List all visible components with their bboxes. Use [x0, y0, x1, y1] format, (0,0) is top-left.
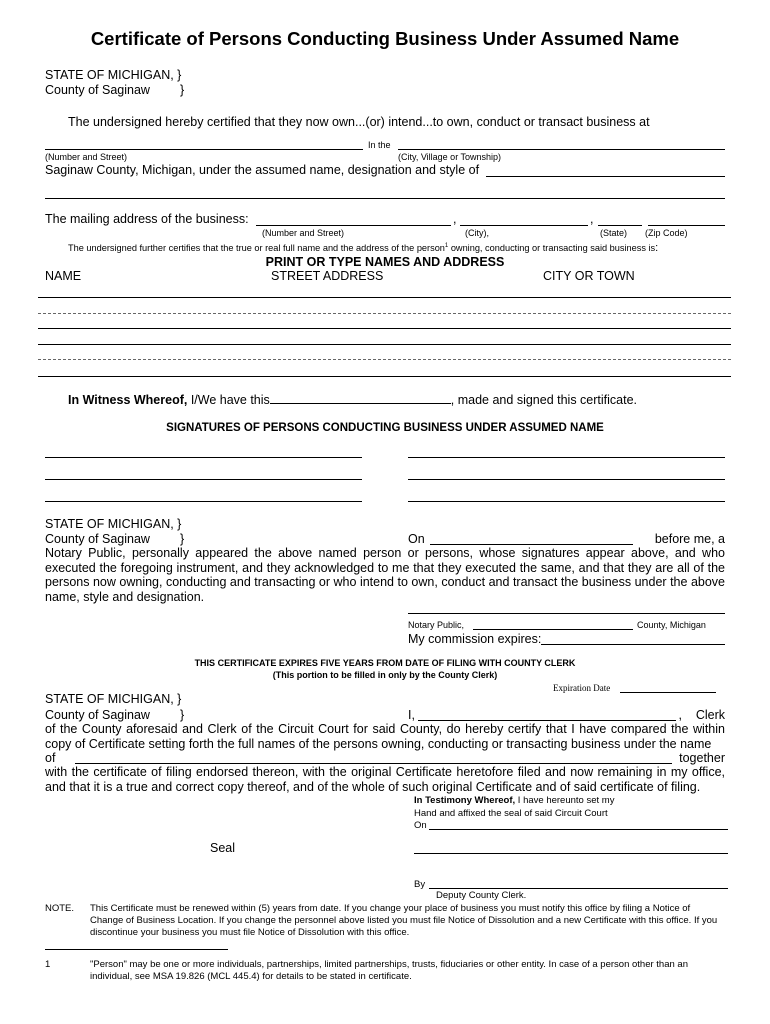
signature-line-5[interactable]: [45, 501, 362, 502]
county-brace-2: }: [180, 532, 185, 546]
commission-expires-label: My commission expires:: [408, 632, 542, 646]
mailing-label: The mailing address of the business:: [45, 212, 249, 226]
footnote-number: 1: [45, 959, 51, 970]
state-label: STATE OF MICHIGAN, }: [45, 68, 182, 82]
notary-date-field[interactable]: [430, 544, 633, 545]
county-label-3: County of Saginaw: [45, 708, 150, 722]
county-label-2: County of Saginaw: [45, 532, 150, 546]
business-street-field[interactable]: [45, 149, 363, 150]
form-title: Certificate of Persons Conducting Business Under Assumed Name: [90, 28, 680, 49]
clerk-paragraph-1: of the County aforesaid and Clerk of the Circuit Court for said County, do hereby certify that I have compared the within copy of Certificate setting forth the full names of the persons owning, conducting or transacting business under the name: [45, 722, 725, 751]
notary-paragraph: Notary Public, personally appeared the above named person or persons, whose signatures appear above, and who executed the foregoing instrument, and they acknowledged to me that they executed the same, and that they are all of the persons now owning, conducting and transacting or who intend to own, conduct and transact the business under the above name, style and designation.: [45, 546, 725, 604]
city-village-caption: (City, Village or Township): [398, 152, 502, 162]
testimony-line-2: Hand and affixed the seal of said Circuit Court: [414, 808, 608, 819]
intro-text: The undersigned hereby certified that they now own...(or) intend...to own, conduct or transact business at: [68, 115, 650, 129]
county-brace-3: }: [180, 708, 185, 722]
in-the-label: In the: [368, 140, 391, 150]
signature-line-6[interactable]: [408, 501, 725, 502]
mail-zip-caption: (Zip Code): [645, 228, 688, 238]
before-me-label: before me, a: [654, 532, 725, 546]
comma-1: ,: [453, 212, 457, 226]
notary-county-field[interactable]: [473, 629, 633, 630]
print-header: PRINT OR TYPE NAMES AND ADDRESS: [265, 255, 505, 269]
note-text: This Certificate must be renewed within (5) years from date. If you change your place of business you must notify this office by filing a Notice of Change of Business Location. If you change the personnel above listed you must file Notice of Dissolution and a new Certificate with this office. If you discontinue your business you must file Notice of Dissolution with this office.: [90, 903, 718, 938]
comma-2: ,: [590, 212, 594, 226]
signature-line-3[interactable]: [45, 479, 362, 480]
mail-city-field[interactable]: [460, 225, 588, 226]
i-label: I,: [408, 708, 415, 722]
note-label: NOTE.: [45, 903, 75, 914]
deputy-signature-line[interactable]: [429, 888, 728, 889]
mail-street-caption: (Number and Street): [262, 228, 345, 238]
clerk-portion-note: (This portion to be filled in only by the County Clerk): [272, 670, 498, 680]
state-label-3: STATE OF MICHIGAN, }: [45, 692, 182, 706]
clerk-name-field[interactable]: [418, 720, 676, 721]
notary-public-label: Notary Public,: [408, 620, 465, 630]
names-row-1[interactable]: [38, 297, 731, 298]
clerk-signature-line[interactable]: [414, 853, 728, 854]
further-certifies-text: The undersigned further certifies that the true or real full name and the address of the person$^1$ owning, conducting or transacting said business is:: [68, 242, 659, 254]
saginaw-line: Saginaw County, Michigan, under the assumed name, designation and style of: [45, 163, 480, 177]
names-row-2[interactable]: [38, 313, 731, 314]
state-label-2: STATE OF MICHIGAN, }: [45, 517, 182, 531]
county-label: County of Saginaw: [45, 83, 150, 97]
names-row-3[interactable]: [38, 328, 731, 329]
mail-city-caption: (City),: [465, 228, 489, 238]
commission-expires-field[interactable]: [541, 644, 725, 645]
on-label: On: [408, 532, 425, 546]
signatures-header: SIGNATURES OF PERSONS CONDUCTING BUSINESS UNDER ASSUMED NAME: [166, 422, 604, 434]
footnote-divider: [45, 949, 228, 950]
names-row-6[interactable]: [38, 376, 731, 377]
signature-line-1[interactable]: [45, 457, 362, 458]
testimony-line-1: In Testimony Whereof, I have hereunto set my: [414, 795, 615, 806]
notary-signature-line[interactable]: [408, 613, 725, 614]
names-row-4[interactable]: [38, 344, 731, 345]
assumed-name-field-2[interactable]: [45, 198, 725, 199]
number-street-caption: (Number and Street): [45, 152, 128, 162]
county-brace: }: [180, 83, 185, 97]
clerk-label: , Clerk: [678, 708, 725, 722]
deputy-clerk-label: Deputy County Clerk.: [436, 890, 527, 901]
business-name-field[interactable]: [75, 763, 672, 764]
expiration-date-field[interactable]: [620, 692, 716, 693]
by-label: By: [414, 879, 426, 890]
names-row-5[interactable]: [38, 359, 731, 360]
column-name: NAME: [45, 269, 82, 283]
county-michigan-label: County, Michigan: [637, 620, 706, 630]
of-label: of: [45, 751, 56, 765]
testimony-on-label: On: [414, 820, 427, 831]
business-city-field[interactable]: [398, 149, 725, 150]
column-street: STREET ADDRESS: [271, 269, 384, 283]
witness-line: In Witness Whereof, I/We have this , made and signed this certificate.: [68, 393, 638, 407]
footnote-text: "Person" may be one or more individuals, partnerships, limited partnerships, trusts, fiduciaries or other entity. In case of a person other than an individual, see MSA 19.826 (MCL 445.4) for details to be stated in certificate.: [90, 959, 688, 982]
mail-state-field[interactable]: [598, 225, 642, 226]
witness-date-field[interactable]: [270, 392, 451, 404]
testimony-date-field[interactable]: [429, 829, 728, 830]
together-label: together: [679, 751, 725, 765]
assumed-name-field[interactable]: [486, 176, 725, 177]
expires-notice: THIS CERTIFICATE EXPIRES FIVE YEARS FROM DATE OF FILING WITH COUNTY CLERK: [194, 658, 576, 668]
column-city: CITY OR TOWN: [543, 269, 635, 283]
signature-line-4[interactable]: [408, 479, 725, 480]
clerk-paragraph-2: with the certificate of filing endorsed thereon, with the original Certificate heretofore filed and now remaining in my office, and that it is a true and correct copy thereof, and of the whole of such original Certificate and of said certificate of filing.: [45, 765, 725, 794]
mail-street-field[interactable]: [256, 225, 451, 226]
seal-label: Seal: [210, 841, 236, 855]
signature-line-2[interactable]: [408, 457, 725, 458]
mail-zip-field[interactable]: [648, 225, 725, 226]
expiration-date-label: Expiration Date: [553, 683, 611, 693]
mail-state-caption: (State): [600, 228, 628, 238]
